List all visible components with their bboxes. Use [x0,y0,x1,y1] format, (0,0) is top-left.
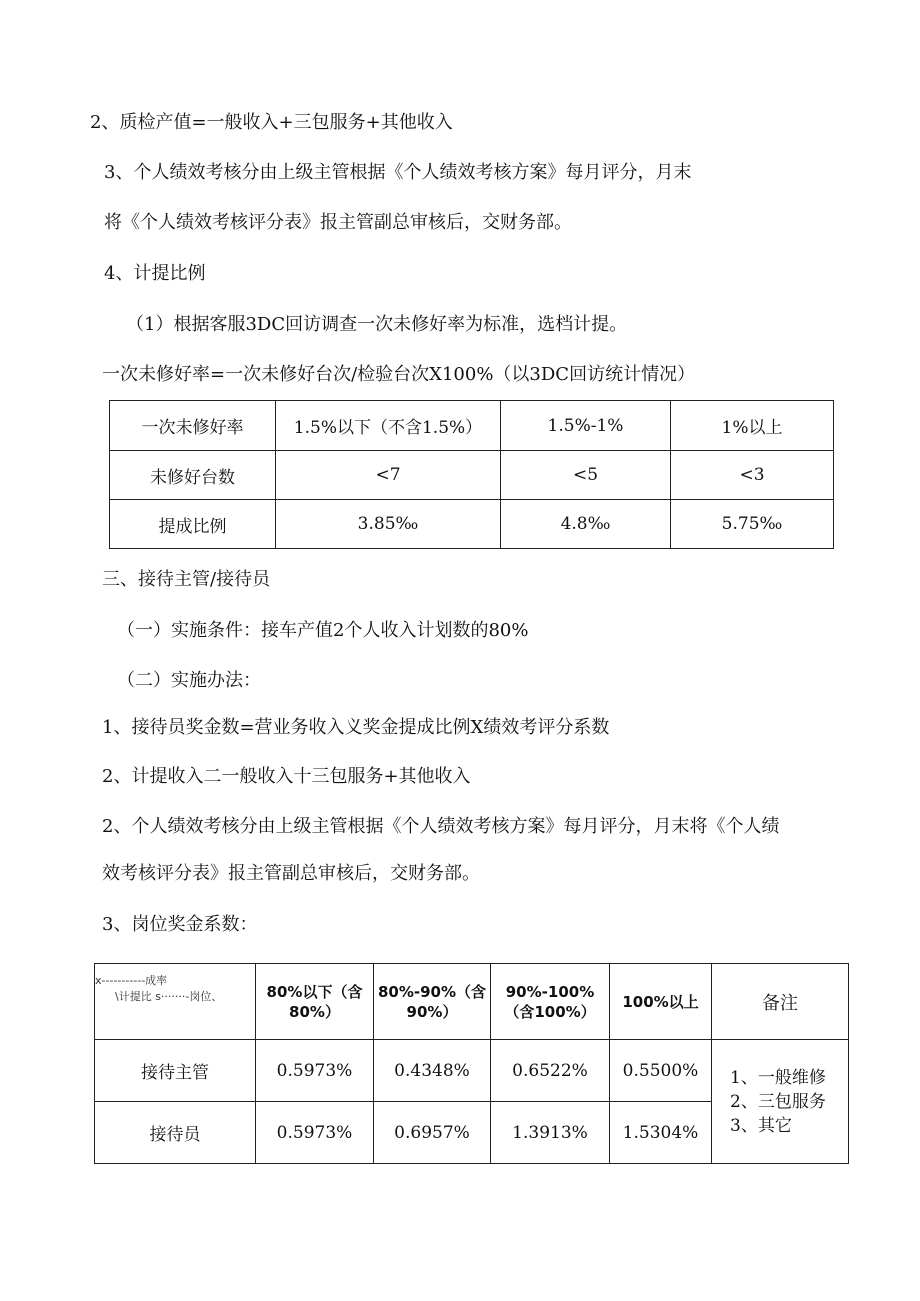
ratio-table-cell: 1.5%-1% [501,401,671,451]
ratio-table [109,400,834,549]
header-cell-notes: 备注 [712,964,849,1040]
section3-condition: （一）实施条件：接车产值2个人收入计划数的80% [117,620,529,641]
ratio-table-cell: 4.8‰ [501,500,671,549]
section3-item-3-cont: 效考核评分表》报主管副总审核后，交财务部。 [102,863,480,884]
section3-title: 三、接待主管/接待员 [102,569,271,590]
line-quality-output: 2、质检产值=一般收入+三包服务+其他收入 [90,112,453,133]
header-cell: 100%以上 [610,964,712,1040]
value-cell: 0.5973% [256,1040,374,1102]
line-ratio-heading: 4、计提比例 [104,263,206,284]
ratio-table-cell: 5.75‰ [671,500,834,549]
notes-cell [712,1040,849,1164]
line-ratio-formula: 一次未修好率=一次未修好台次/检验台次X100%（以3DC回访统计情况） [102,364,696,385]
coefficient-table [94,963,849,1164]
section3-item-2: 2、计提收入二一般收入十三包服务+其他收入 [102,766,471,787]
line-ratio-basis: （1）根据客服3DC回访调查一次未修好率为标准，选档计提。 [126,314,628,335]
value-cell: 0.4348% [374,1040,491,1102]
note-item: 2、三包服务 [730,1091,826,1112]
value-cell: 1.3913% [491,1102,610,1164]
value-cell: 0.5500% [610,1040,712,1102]
section3-item-4: 3、岗位奖金系数： [102,914,258,935]
value-cell: 0.6957% [374,1102,491,1164]
ratio-table-cell: 一次未修好率 [110,401,276,451]
role-cell: 接待主管 [95,1040,256,1102]
corner-top-label: x-----------成率 [95,973,168,987]
ratio-table-cell: <5 [501,451,671,500]
value-cell: 0.5973% [256,1102,374,1164]
ratio-table-cell: <3 [671,451,834,500]
header-cell: 90%-100%（含100%） [491,964,610,1040]
header-cell: 80%-90%（含90%） [374,964,491,1040]
ratio-table-cell: <7 [276,451,501,500]
ratio-table-cell: 1%以上 [671,401,834,451]
role-cell: 接待员 [95,1102,256,1164]
corner-mid-label: \计提比 s·······-岗位、 [115,989,223,1003]
note-item: 1、一般维修 [730,1067,826,1088]
ratio-table-cell: 1.5%以下（不含1.5%） [276,401,501,451]
line-performance-rule: 3、个人绩效考核分由上级主管根据《个人绩效考核方案》每月评分，月末 [104,162,692,183]
section3-method: （二）实施办法： [117,670,261,691]
value-cell: 1.5304% [610,1102,712,1164]
ratio-table-cell: 3.85‰ [276,500,501,549]
ratio-table-cell: 提成比例 [110,500,276,549]
header-cell: 80%以下（含80%） [256,964,374,1040]
corner-header [95,964,256,1040]
note-item: 3、其它 [730,1115,792,1136]
line-performance-rule-cont: 将《个人绩效考核评分表》报主管副总审核后，交财务部。 [104,212,572,233]
value-cell: 0.6522% [491,1040,610,1102]
ratio-table-cell: 未修好台数 [110,451,276,500]
section3-item-3: 2、个人绩效考核分由上级主管根据《个人绩效考核方案》每月评分，月末将《个人绩 [102,816,780,837]
section3-item-1: 1、接待员奖金数=营业务收入义奖金提成比例X绩效考评分系数 [102,717,610,738]
